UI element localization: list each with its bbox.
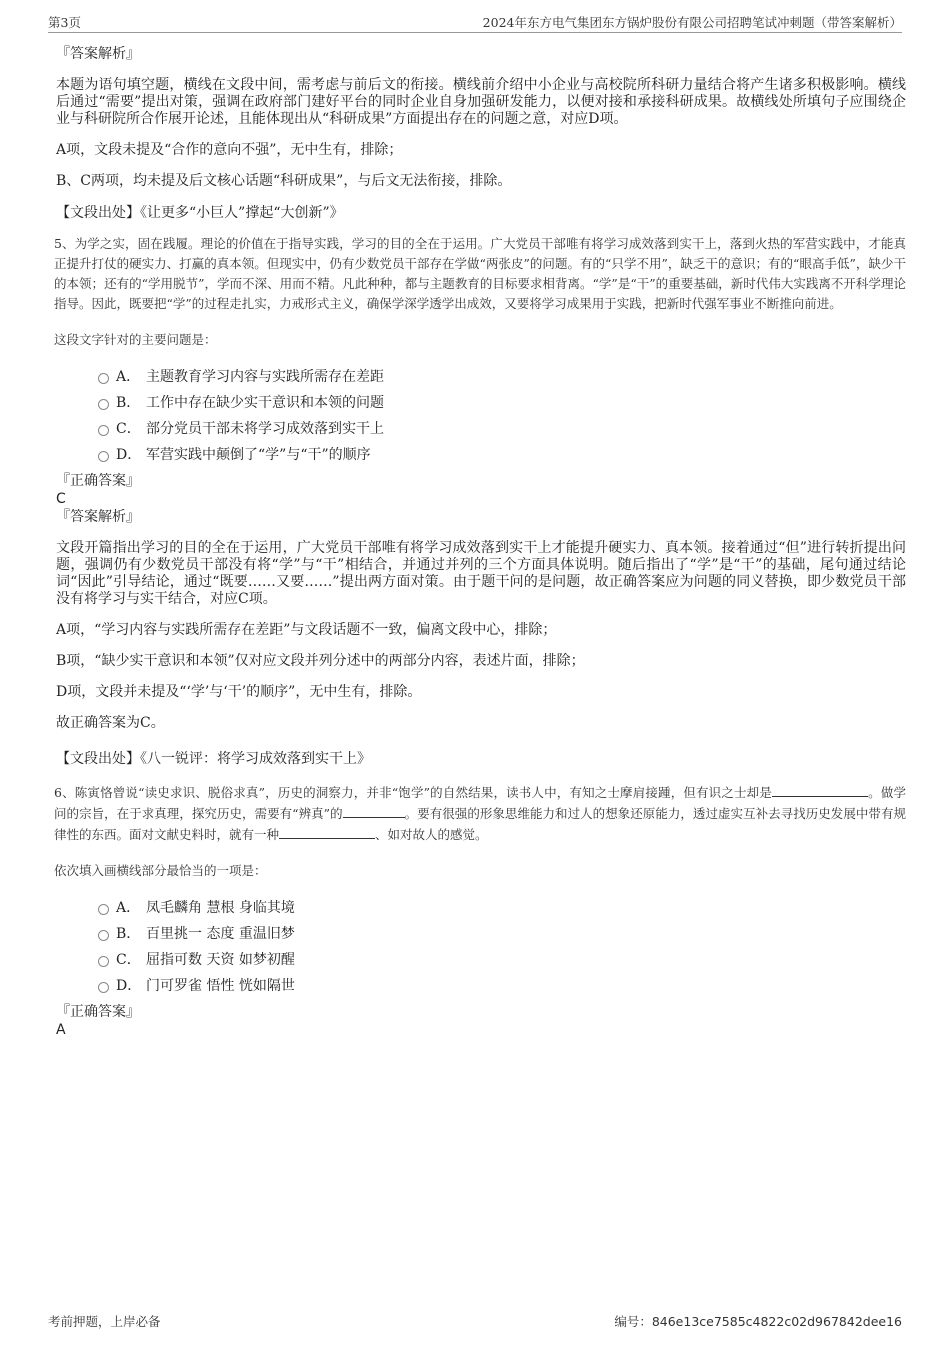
serial-value: 846e13ce7585c4822c02d967842dee16 (651, 1314, 902, 1329)
option-a[interactable] (56, 364, 906, 390)
option-letter: B． (116, 395, 141, 411)
option-text: 门可罗雀 悟性 恍如隔世 (146, 978, 295, 994)
option-text: 工作中存在缺少实干意识和本领的问题 (146, 395, 384, 411)
option-b[interactable] (56, 390, 906, 416)
passage-source: 【文段出处】《八一锐评：将学习成效落到实干上》 (56, 751, 371, 767)
option-letter: C． (116, 421, 141, 437)
passage-source: 【文段出处】《让更多“小巨人”撑起“大创新”》 (56, 205, 344, 221)
stem-text: 6、陈寅恪曾说“读史求识、脱俗求真”，历史的洞察力，并非“饱学”的自然结果，读书人中，有知之士摩肩接踵，但有识之士却是 (54, 785, 772, 800)
radio-icon[interactable] (98, 425, 109, 436)
option-text: 百里挑一 态度 重温旧梦 (146, 926, 295, 942)
document-serial (614, 1312, 902, 1330)
radio-icon[interactable] (98, 904, 109, 915)
fill-blank (772, 782, 868, 797)
analysis-paragraph: A项，“学习内容与实践所需存在差距”与文段话题不一致，偏离文段中心，排除； (56, 622, 557, 638)
stem-text: 、如对故人的感觉。 (375, 827, 488, 842)
analysis-paragraph: B项，“缺少实干意识和本领”仅对应文段并列分述中的两部分内容，表述片面，排除； (56, 653, 585, 669)
option-text: 主题教育学习内容与实践所需存在差距 (146, 369, 384, 385)
option-text: 部分党员干部未将学习成效落到实干上 (146, 421, 384, 437)
fill-blank (343, 803, 405, 818)
radio-icon[interactable] (98, 373, 109, 384)
analysis-paragraph: B、C两项，均未提及后文核心话题“科研成果”，与后文无法衔接，排除。 (56, 173, 512, 189)
option-letter: B． (116, 926, 141, 942)
radio-icon[interactable] (98, 982, 109, 993)
correct-answer: C (56, 491, 66, 507)
correct-answer: A (56, 1022, 66, 1038)
correct-answer-label: 『正确答案』 (56, 1004, 140, 1020)
options-list (56, 895, 906, 999)
option-letter: D． (116, 978, 142, 994)
page-header (48, 10, 902, 33)
analysis-paragraph: 故正确答案为C。 (56, 715, 165, 731)
option-letter: A． (116, 369, 141, 385)
footer-slogan: 考前押题，上岸必备 (48, 1314, 161, 1329)
fill-blank (279, 824, 375, 839)
options-list (56, 364, 906, 468)
page-content (56, 45, 906, 1039)
analysis-paragraph: 本题为语句填空题，横线在文段中间，需考虑与前后文的衔接。横线前介绍中小企业与高校院所科研力量结合将产生诸多积极影响。横线后通过“需要”提出对策，强调在政府部门建好平台的同时企业自身加强研发能力，以便对接和承接科研成果。故横线处所填句子应围绕企业与科研院所合作展开论述，且能体现出从“科研成果”方面提出存在的问题之意，对应D项。 (56, 77, 906, 127)
correct-answer-label: 『正确答案』 (56, 473, 140, 489)
option-letter: A． (116, 900, 141, 916)
analysis-label: 『答案解析』 (56, 509, 140, 525)
page-footer (48, 1312, 902, 1332)
question-prompt: 依次填入画横线部分最恰当的一项是： (54, 863, 267, 878)
radio-icon[interactable] (98, 956, 109, 967)
option-b[interactable] (56, 921, 906, 947)
option-d[interactable] (56, 973, 906, 999)
document-title: 2024年东方电气集团东方锅炉股份有限公司招聘笔试冲刺题（带答案解析） (482, 15, 902, 30)
option-d[interactable] (56, 442, 906, 468)
option-text: 军营实践中颠倒了“学”与“干”的顺序 (146, 447, 371, 463)
question-stem: 5、为学之实，固在践履。理论的价值在于指导实践，学习的目的全在于运用。广大党员干部唯有将学习成效落到实干上，落到火热的军营实践中，才能真正提升打仗的硬实力、打赢的真本领。但现实中，仍有少数党员干部存在学做“两张皮”的问题。有的“只学不用”，缺乏干的意识；有的“眼高手低”，缺少干的本领；还有的“学用脱节”，学而不深、用而不精。凡此种种，都与主题教育的目标要求相背离。“学”是“干”的重要基础，新时代伟大实践离不开科学理论指导。因此，既要把“学”的过程走扎实，力戒形式主义，确保学深学透学出成效，又要将学习成果用于实践，把新时代强军事业不断推向前进。 (54, 236, 906, 311)
question-prompt: 这段文字针对的主要问题是： (54, 332, 217, 347)
option-letter: D． (116, 447, 142, 463)
radio-icon[interactable] (98, 399, 109, 410)
analysis-paragraph: D项，文段并未提及“‘学’与‘干’的顺序”，无中生有，排除。 (56, 684, 422, 700)
question-stem (54, 782, 906, 845)
option-a[interactable] (56, 895, 906, 921)
option-letter: C． (116, 952, 141, 968)
analysis-paragraph: A项，文段未提及“合作的意向不强”，无中生有，排除； (56, 142, 403, 158)
radio-icon[interactable] (98, 930, 109, 941)
option-text: 凤毛麟角 慧根 身临其境 (146, 900, 295, 916)
option-c[interactable] (56, 947, 906, 973)
stem-text: 。做学问的宗旨，在于求真理，探究历史，需要有“辨真”的 (54, 785, 906, 821)
option-text: 屈指可数 天资 如梦初醒 (146, 952, 295, 968)
page-number: 第3页 (48, 15, 81, 30)
stem-text: 。要有很强的形象思维能力和过人的想象还原能力，透过虚实互补去寻找历史发展中带有规律性的东西。面对文献史料时，就有一种 (54, 806, 906, 842)
analysis-label: 『答案解析』 (56, 46, 140, 62)
radio-icon[interactable] (98, 451, 109, 462)
analysis-paragraph: 文段开篇指出学习的目的全在于运用，广大党员干部唯有将学习成效落到实干上才能提升硬实力、真本领。接着通过“但”进行转折提出问题，强调仍有少数党员干部没有将“学”与“干”相结合，并通过并列的三个方面具体说明。随后指出了“学”是“干”的基础，尾句通过结论词“因此”引导结论，通过“既要……又要……”提出两方面对策。由于题干问的是问题，故正确答案应为问题的同义替换，即少数党员干部没有将学习与实干结合，对应C项。 (56, 540, 906, 607)
option-c[interactable] (56, 416, 906, 442)
serial-label: 编号： (614, 1314, 652, 1329)
